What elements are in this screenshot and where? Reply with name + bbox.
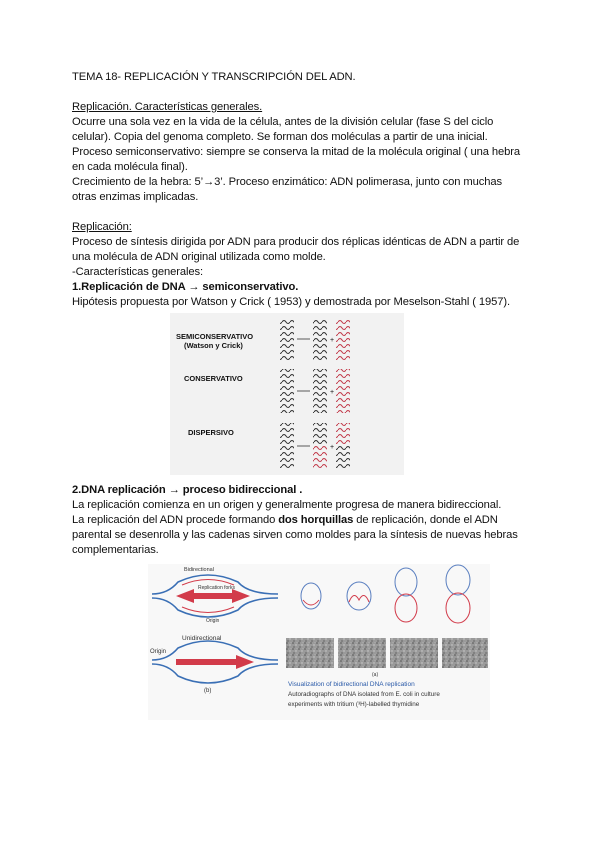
figure-label-dispersive: DISPERSIVO <box>188 428 234 437</box>
caption-title: Visualization of bidirectional DNA replication <box>288 681 415 688</box>
paragraph-line: Ocurre una sola vez en la vida de la célula, antes de la división celular (fase S del ciclo <box>72 116 494 128</box>
label-b: (b) <box>204 688 212 694</box>
point2-title: 2.DNA replicación → proceso bidireccional . <box>72 484 303 496</box>
caption-line: Autoradiographs of DNA isolated from E. coli in culture <box>288 691 440 698</box>
paragraph-line: -Características generales: <box>72 266 203 278</box>
text-span: de replicación, donde el ADN <box>353 514 498 526</box>
label-bidirectional: Bidirectional <box>184 567 214 573</box>
conservative-helices <box>280 369 350 413</box>
paragraph-line: celular). Copia del genoma completo. Se forman dos moléculas a partir de una inicial. <box>72 131 488 143</box>
point1-text: Hipótesis propuesta por Watson y Crick ( 1953) y demostrada por Meselson-Stahl ( 1957). <box>72 296 510 308</box>
label-origin-top: Origin <box>206 618 220 624</box>
label-unidirectional: Unidirectional <box>182 635 222 642</box>
text-span: La replicación del ADN procede formando <box>72 514 279 526</box>
paragraph-line: en cada molécula final). <box>72 161 188 173</box>
dispersive-helices <box>280 423 350 469</box>
paragraph-line: Proceso de síntesis dirigida por ADN para producir dos réplicas idénticas de ADN a partir de <box>72 236 520 248</box>
plus-sign: + <box>330 389 335 396</box>
bidirectional-replication-figure <box>148 564 490 720</box>
paragraph-line: La replicación comienza en un origen y generalmente progresa de manera bidireccional. <box>72 499 502 511</box>
plus-sign: + <box>330 444 335 451</box>
plus-sign: + <box>330 337 335 344</box>
section-heading-replication: Replicación: <box>72 221 132 233</box>
figure-label-conservative: CONSERVATIVO <box>184 374 243 383</box>
paragraph-line <box>72 513 534 528</box>
label-a: (a) <box>372 672 379 678</box>
label-replication-forks: Replication forks <box>198 585 235 591</box>
figure-label-semiconservative: SEMICONSERVATIVO <box>176 332 254 341</box>
paragraph-line: otras enzimas implicadas. <box>72 191 199 203</box>
paragraph-line: Proceso semiconservativo: siempre se conserva la mitad de la molécula original ( una hebra <box>72 146 521 158</box>
paragraph-line: Crecimiento de la hebra: 5’→3’. Proceso enzimático: ADN polimerasa, junto con muchas <box>72 176 502 188</box>
semiconservative-helices <box>280 318 350 360</box>
paragraph-line: parental se desenrolla y las cadenas sirven como moldes para la síntesis de nuevas hebras <box>72 529 518 541</box>
figure-label-watson-crick: (Watson y Crick) <box>184 341 243 350</box>
section-heading-characteristics: Replicación. Características generales. <box>72 101 263 113</box>
caption-line: experiments with tritium (³H)-labelled thymidine <box>288 701 420 708</box>
page-title: TEMA 18- REPLICACIÓN Y TRANSCRIPCIÓN DEL ADN. <box>72 71 356 83</box>
paragraph-line: una molécula de ADN original utilizada como molde. <box>72 251 326 263</box>
point1-title: 1.Replicación de DNA → semiconservativo. <box>72 281 299 293</box>
paragraph-line: complementarias. <box>72 544 159 556</box>
label-origin: Origin <box>150 649 167 655</box>
replication-models-figure <box>170 313 404 475</box>
bold-term-two-forks: dos horquillas <box>278 514 354 526</box>
